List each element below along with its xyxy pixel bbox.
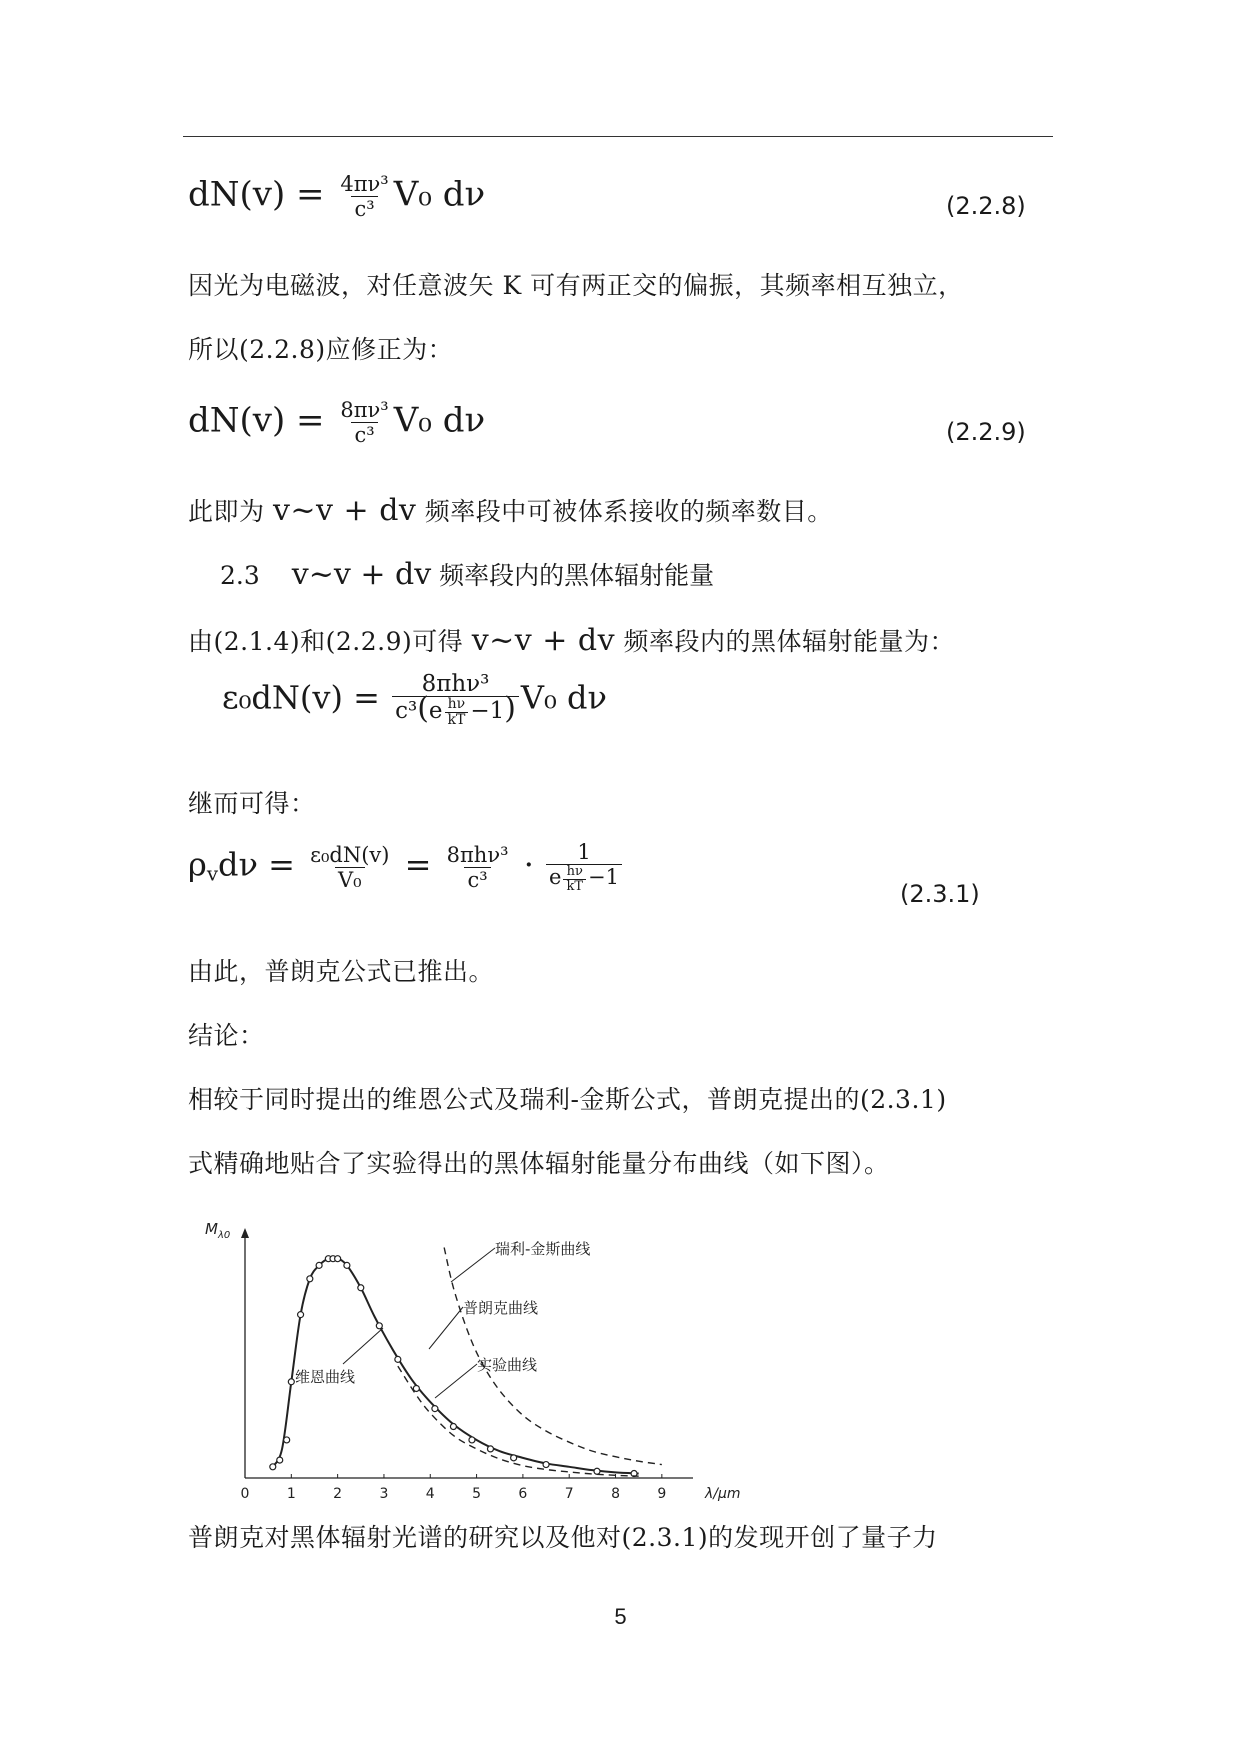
experimental-data-point [511,1455,517,1461]
experimental-data-point [270,1464,276,1470]
experimental-data-point [395,1356,401,1362]
paren: ) [504,691,516,726]
x-axis-label: λ/μm [705,1486,741,1502]
chart-labels [295,1240,590,1398]
paragraph: 相较于同时提出的维恩公式及瑞利-金斯公式，普朗克提出的(2.3.1) [188,1085,947,1114]
paragraph [188,622,955,658]
label-wien-leader [343,1328,383,1364]
label-planck: 普朗克曲线 [463,1299,539,1317]
label-experimental: 实验曲线 [477,1356,538,1374]
eq-numerator: 8πν³ [340,398,389,422]
eq-rhs: V₀ dν [393,174,486,215]
paragraph: 式精确地贴合了实验得出的黑体辐射能量分布曲线（如下图）。 [188,1149,890,1178]
equation-2-2-9 [188,398,485,447]
experimental-data-point [432,1406,438,1412]
eq-denominator: e $\frac{h\nu}{kT}$ −1 [546,864,622,894]
experimental-data-point [298,1312,304,1318]
x-tick-label: 1 [286,1486,296,1502]
experimental-data-point [469,1437,475,1443]
x-tick-label: 7 [564,1486,574,1502]
exp-den: kT [563,879,586,894]
text: 此即为 [188,497,273,526]
label-rayleigh-jeans-leader [451,1248,495,1282]
x-tick-label: 3 [379,1486,389,1502]
equation-number: (2.2.8) [946,192,1026,220]
text: 频率段中可被体系接收的频率数目。 [416,497,833,526]
eq-numerator: 1 [577,840,591,864]
den-c: c³ [395,698,418,724]
section-title: 频率段内的黑体辐射能量 [431,561,715,590]
experimental-data-point [335,1256,341,1262]
paragraph: 由此，普朗克公式已推出。 [188,957,495,986]
equation-number: (2.2.9) [946,418,1026,446]
label-planck-leader [429,1307,463,1349]
paragraph: 继而可得： [188,789,316,818]
eq-lhs: dN(v) = [188,174,336,215]
equation-energy [222,672,607,728]
wien-curve [398,1366,639,1476]
chart-series [270,1247,662,1476]
exponent-fraction [445,697,469,728]
eq-denominator: c³ [351,196,377,221]
experimental-data-point [487,1446,493,1452]
experimental-data-point [450,1424,456,1430]
header-rule [183,136,1053,137]
x-tick-label: 2 [333,1486,343,1502]
eq-numerator: ε₀dN(v) [310,842,390,867]
eq-fraction [337,172,391,221]
label-rayleigh-jeans: 瑞利-金斯曲线 [495,1240,591,1258]
den-tail: −1 [470,698,505,724]
paragraph: 因光为电磁波，对任意波矢 K 可有两正交的偏振，其频率相互独立， [188,271,964,300]
planck-curve [273,1258,639,1474]
exp-den: kT [445,712,469,728]
label-wien: 维恩曲线 [295,1368,356,1386]
den-tail: −1 [588,865,619,890]
eq-numerator: 8πhν³ [421,671,490,697]
y-axis-label: $M_{\lambda 0}$ [205,1220,231,1241]
experimental-data-point [307,1276,313,1282]
inline-math: v~v + dv [291,557,432,592]
blackbody-radiation-chart [195,1210,755,1510]
exp-num: hν [566,864,583,879]
section-number: 2.3 [220,561,260,590]
paren: ( [417,691,429,726]
eq-denominator: V₀ [335,867,365,892]
experimental-data-point [413,1385,419,1391]
experimental-data-point [288,1379,294,1385]
paragraph: 所以(2.2.8)应修正为： [188,335,454,364]
exponent-fraction [563,865,586,894]
eq-fraction [307,843,392,892]
eq-lhs-tail: dν = [218,845,306,884]
paragraph [188,492,833,528]
inline-math: v~v + dv [471,623,616,658]
eq-denominator: c³(e $\frac{h\nu}{kT}$ −1) [392,696,519,728]
x-tick-label: 4 [425,1486,435,1502]
eq-rhs: V₀ dν [520,678,607,717]
experimental-data-point [277,1457,283,1463]
eq-numerator: 4πν³ [340,172,389,196]
eq-lhs: dN(v) = [188,400,336,441]
experimental-data-point [358,1285,364,1291]
experimental-data-point [594,1468,600,1474]
x-tick-label: 9 [657,1486,667,1502]
eq-fraction [392,672,519,728]
experimental-data-point [543,1462,549,1468]
eq-denominator: c³ [464,867,490,892]
experimental-data-point [284,1437,290,1443]
eq-denominator: c³ [351,422,377,447]
y-axis-label-sub: λ0 [217,1230,231,1241]
experimental-data-point [344,1262,350,1268]
eq-lhs-sub: v [206,862,219,886]
chart-axes [205,1220,741,1502]
text: 由(2.1.4)和(2.2.9)可得 [188,627,472,656]
paragraph: 普朗克对黑体辐射光谱的研究以及他对(2.3.1)的发现开创了量子力 [188,1523,938,1552]
eq-fraction [444,843,512,892]
text: 频率段内的黑体辐射能量为： [615,627,956,656]
section-heading [220,556,714,592]
eq-numerator: 8πhν³ [446,842,509,867]
eq-equals: = [394,845,442,884]
exp-num: hν [447,696,466,713]
x-tick-label: 8 [611,1486,620,1502]
inline-math: v~v + dv [272,493,417,528]
equation-2-2-8 [188,172,485,221]
experimental-data-point [316,1262,322,1268]
y-axis-arrow [241,1228,249,1238]
equation-2-3-1 [188,840,624,894]
x-tick-label: 5 [472,1486,482,1502]
experimental-data-point [376,1323,382,1329]
eq-rhs: V₀ dν [393,400,486,441]
eq-lhs: ε₀dN(v) = [222,678,391,717]
label-experimental-leader [435,1364,477,1398]
paragraph: 结论： [188,1021,265,1050]
eq-fraction [337,398,391,447]
eq-dot: · [513,845,545,884]
x-tick-label: 6 [518,1486,528,1502]
eq-lhs: ρ [188,845,207,884]
eq-fraction [546,840,622,894]
x-tick-label: 0 [240,1486,250,1502]
page-number: 5 [614,1604,627,1629]
equation-number: (2.3.1) [900,880,980,908]
